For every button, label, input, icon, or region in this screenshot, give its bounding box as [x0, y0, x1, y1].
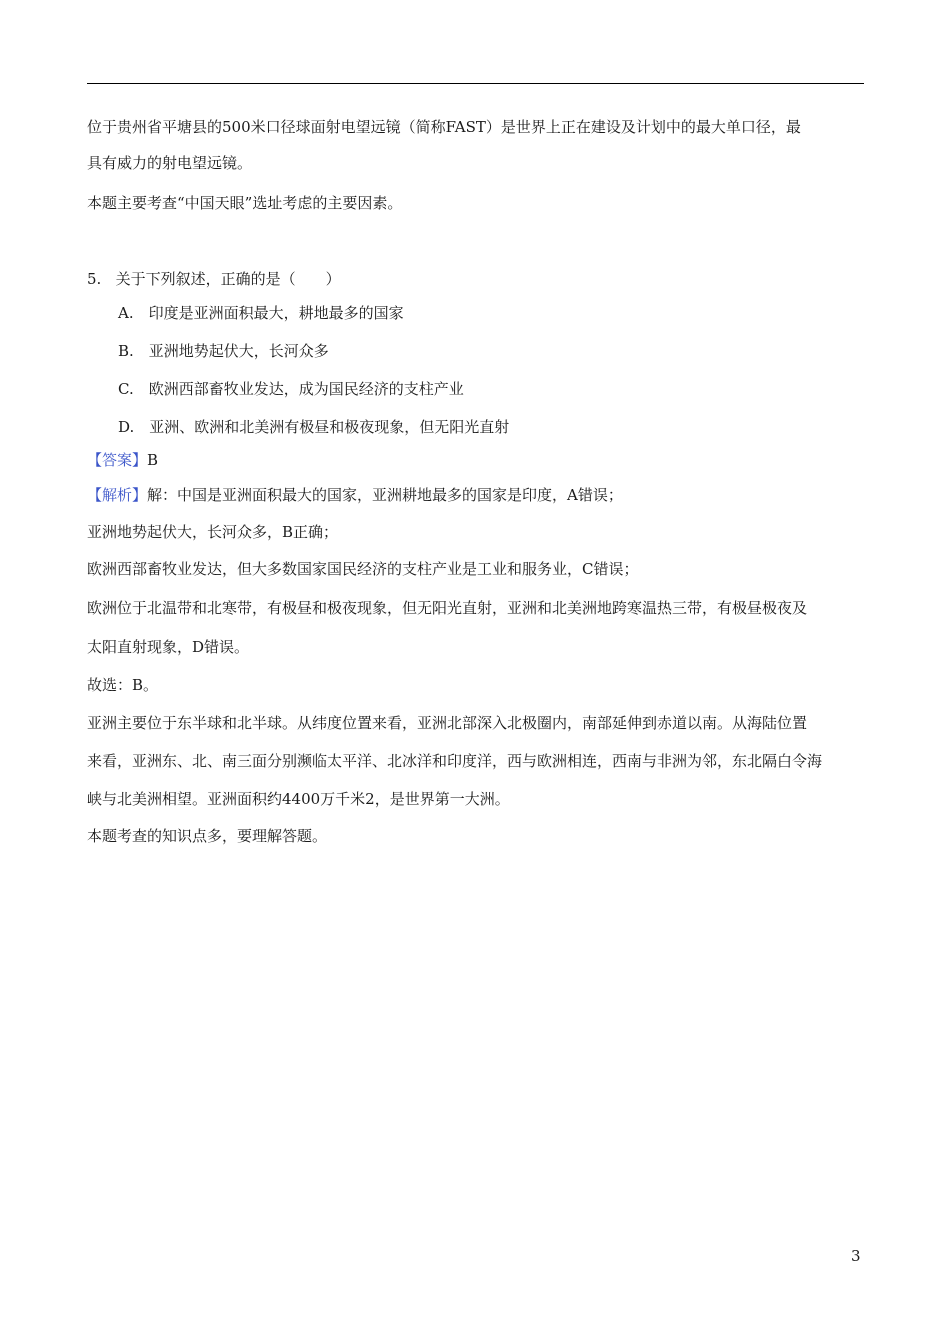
page-number: 3 — [851, 1247, 861, 1265]
answer-line — [87, 442, 864, 478]
analysis-line: 来看，亚洲东、北、南三面分别濒临太平洋、北冰洋和印度洋，西与欧洲相连，西南与非洲为邻，东北隔白令海 — [87, 752, 823, 770]
option-a: A. 印度是亚洲面积最大，耕地最多的国家 — [118, 304, 404, 322]
option-b: B. 亚洲地势起伏大，长河众多 — [118, 342, 329, 360]
analysis-line: 峡与北美洲相望。亚洲面积约4400万千米2，是世界第一大洲。 — [87, 790, 510, 808]
analysis-first-text: 解：中国是亚洲面积最大的国家，亚洲耕地最多的国家是印度，A错误； — [147, 486, 623, 504]
analysis-first-line — [87, 477, 864, 513]
analysis-line: 欧洲位于北温带和北寒带，有极昼和极夜现象，但无阳光直射，亚洲和北美洲地跨寒温热三带，有极昼极夜及 — [87, 599, 808, 617]
option-d: D. 亚洲、欧洲和北美洲有极昼和极夜现象，但无阳光直射 — [118, 418, 510, 436]
question-stem-text: 关于下列叙述，正确的是（ ） — [115, 270, 341, 288]
analysis-line: 故选：B。 — [87, 676, 159, 694]
analysis-line: 欧洲西部畜牧业发达，但大多数国家国民经济的支柱产业是工业和服务业，C错误； — [87, 560, 639, 578]
answer-value: B — [147, 451, 159, 469]
answer-tag: 【答案】 — [87, 451, 148, 469]
analysis-line: 亚洲地势起伏大，长河众多，B正确； — [87, 523, 339, 541]
intro-line-3: 本题主要考查“中国天眼”选址考虑的主要因素。 — [87, 194, 403, 212]
analysis-line: 本题考查的知识点多，要理解答题。 — [87, 827, 328, 845]
intro-line-1: 位于贵州省平塘县的500米口径球面射电望远镜（简称FAST）是世界上正在建设及计划中的最大单口径，最 — [87, 118, 801, 136]
question-number: 5. — [87, 270, 102, 288]
analysis-line: 太阳直射现象，D错误。 — [87, 638, 250, 656]
option-c: C. 欧洲西部畜牧业发达，成为国民经济的支柱产业 — [118, 380, 464, 398]
analysis-tag: 【解析】 — [87, 486, 148, 504]
analysis-line: 亚洲主要位于东半球和北半球。从纬度位置来看，亚洲北部深入北极圈内，南部延伸到赤道以南。从海陆位置 — [87, 714, 808, 732]
question-stem — [87, 261, 864, 297]
intro-line-2: 具有威力的射电望远镜。 — [87, 154, 253, 172]
header-rule — [87, 83, 864, 84]
